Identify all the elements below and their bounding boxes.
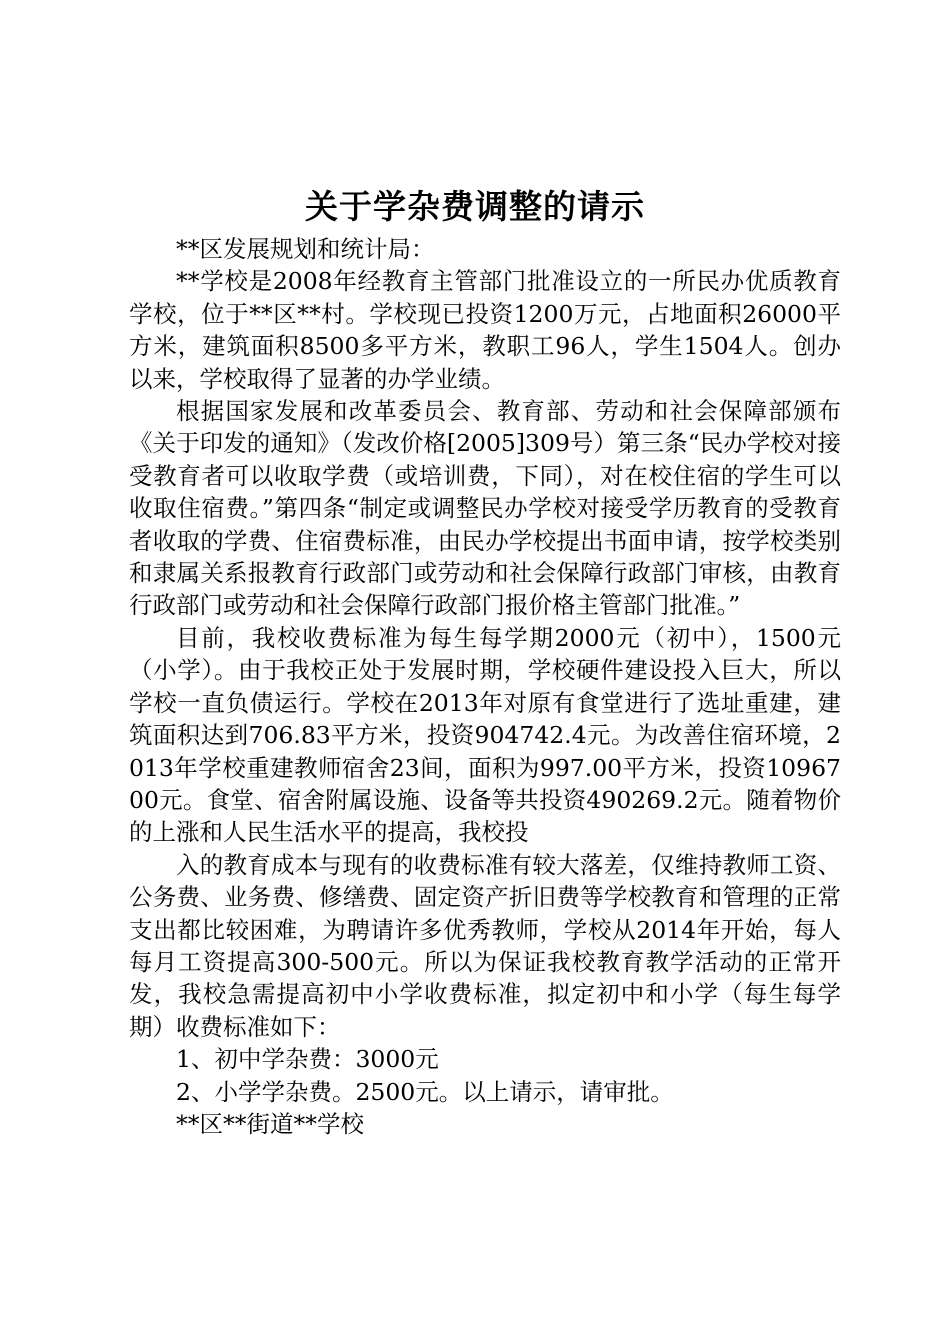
paragraph-current-fees: 目前，我校收费标准为每生每学期2000元（初中），1500元（小学）。由于我校正处于发展时期，学校硬件建设投入巨大，所以学校一直负债运行。学校在2013年对原有食堂进行了选址重建，建筑面积达到706.83平方米，投资904742.4元。为改善住宿环境，2013年学校重建教师宿舍23间，面积为997.00平方米，投资1096700元。食堂、宿舍附属设施、设备等共投资490269.2元。随着物价的上涨和人民生活水平的提高，我校投 (129, 623, 841, 847)
paragraph-policy-basis: 根据国家发展和改革委员会、教育部、劳动和社会保障部颁布《关于印发的通知》（发改价格[2005]309号）第三条“民办学校对接受教育者可以收取学费（或培训费，下同），对在校住宿的学生可以收取住宿费。”第四条“制定或调整民办学校对接受学历教育的受教育者收取的学费、住宿费标准，由民办学校提出书面申请，按学校类别和隶属关系报教育行政部门或劳动和社会保障行政部门审核，由教育行政部门或劳动和社会保障行政部门报价格主管部门批准。” (129, 397, 841, 620)
paragraph-school-intro: **学校是2008年经教育主管部门批准设立的一所民办优质教育学校，位于**区**村。学校现已投资1200万元，占地面积26000平方米，建筑面积8500多平方米，教职工96人，学生1504人。创办以来，学校取得了显著的办学业绩。 (129, 267, 841, 393)
fee-item-primary: 2、小学学杂费。2500元。以上请示，请审批。 (176, 1077, 674, 1106)
signature-line: **区**街道**学校 (176, 1109, 364, 1138)
document-title: 关于学杂费调整的请示 (305, 187, 645, 226)
fee-item-junior-high: 1、初中学杂费：3000元 (176, 1045, 439, 1074)
addressee-line: **区发展规划和统计局： (176, 235, 435, 263)
paragraph-cost-gap: 入的教育成本与现有的收费标准有较大落差，仅维持教师工资、公务费、业务费、修缮费、固定资产折旧费等学校教育和管理的正常支出都比较困难，为聘请许多优秀教师，学校从2014年开始，每人每月工资提高300-500元。所以为保证我校教育教学活动的正常开发，我校急需提高初中小学收费标准，拟定初中和小学（每生每学期）收费标准如下： (129, 850, 841, 1041)
document-body (129, 233, 841, 1140)
